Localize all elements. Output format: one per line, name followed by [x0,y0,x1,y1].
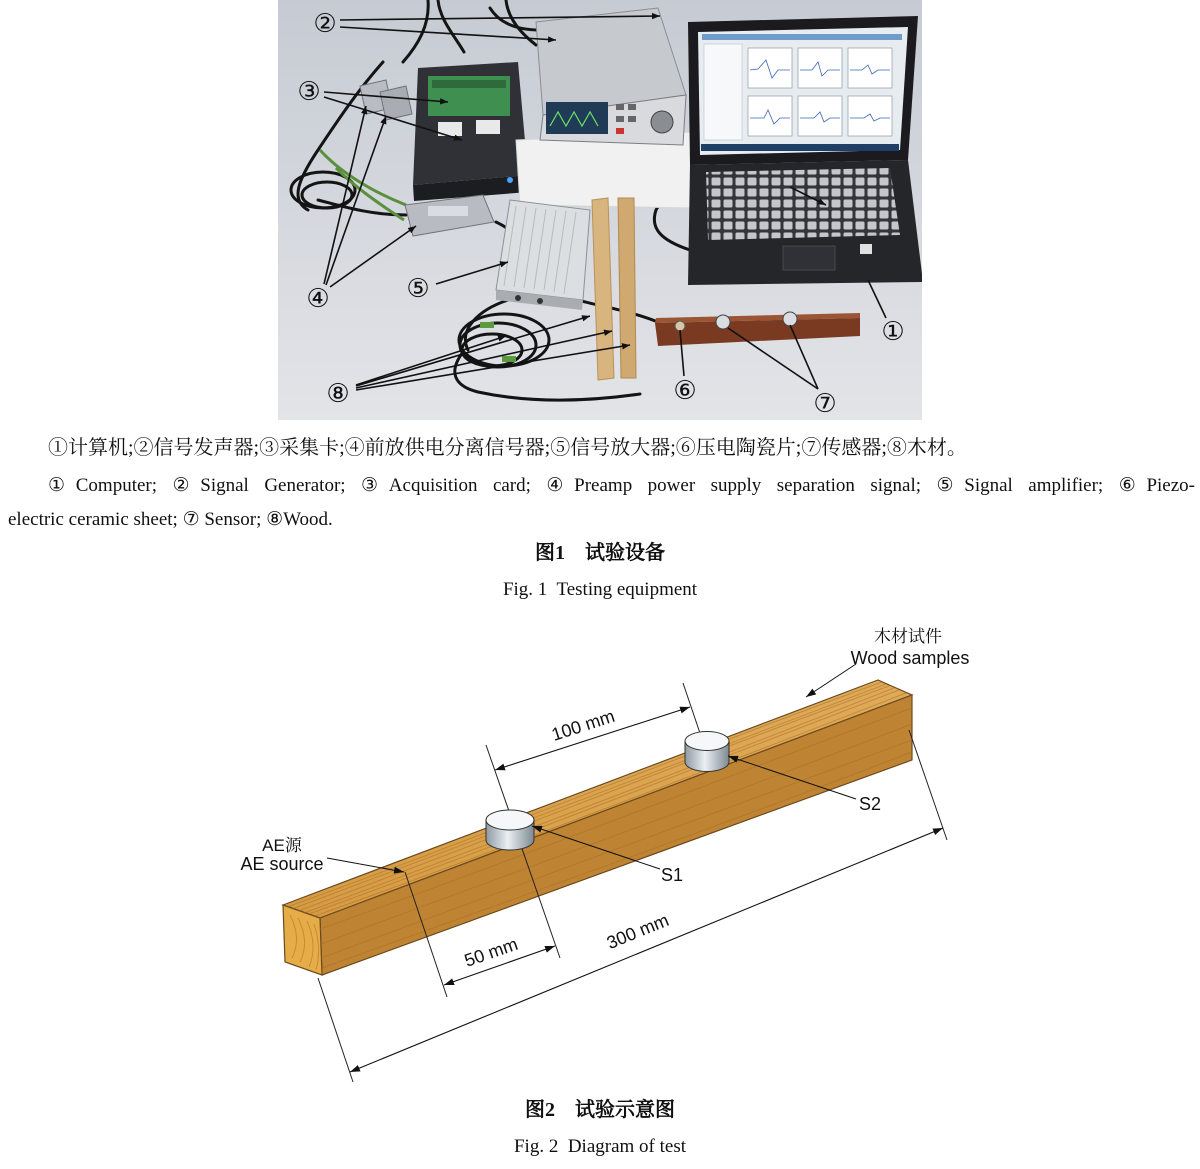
dim-text-300: 300 mm [603,909,672,954]
test-diagram [0,600,1200,1100]
label-preamp-separator: ④ [306,284,330,314]
ae-source-label-en: AE source [240,854,324,874]
signal-amplifier-device [496,200,590,310]
label-signal-generator: ② [313,9,337,39]
label-piezo-ceramic: ⑥ [673,376,697,406]
wood-sample-label-zh: 木材试件 [874,627,942,646]
dim-text-50: 50 mm [461,933,521,971]
figure1-title-zh: 图1 试验设备 [535,542,665,564]
acquisition-card-device [413,62,529,201]
label-signal-amplifier: ⑤ [406,274,430,304]
laptop-computer [688,16,922,285]
sensor-s2-label: S2 [858,794,882,814]
wood-sample-label-en: Wood samples [850,648,970,668]
equipment-photo [278,0,922,420]
figure1-title-en: Fig. 1 Testing equipment [502,579,698,600]
figure1-legend-zh: ①计算机;②信号发声器;③采集卡;④前放供电分离信号器;⑤信号放大器;⑥压电陶瓷片;⑦传感器;⑧木材。 [48,437,967,459]
figure1-legend-en-line2: electric ceramic sheet; ⑦ Sensor; ⑧Wood. [8,509,333,530]
sensor-s1 [486,810,534,850]
label-wood: ⑧ [326,379,350,409]
preamp-modules-top [360,80,412,120]
figure1-legend-en-line1: ①Computer; ②Signal Generator; ③Acquisition card; ④Preamp power supply separation signal; ⑤Signal amplifier; ⑥Piezo- [48,475,1195,496]
label-computer: ① [881,317,905,347]
label-acquisition-card: ③ [297,77,321,107]
sensor-s2 [685,732,729,772]
dim-text-100: 100 mm [549,705,618,745]
figure2-title-en: Fig. 2 Diagram of test [513,1136,687,1157]
sensor-s1-label: S1 [660,865,684,885]
signal-generator-device [536,8,686,145]
figure2-title-zh: 图2 试验示意图 [525,1099,675,1121]
label-sensor: ⑦ [813,389,837,419]
ae-source-label-zh: AE源 [262,836,302,855]
